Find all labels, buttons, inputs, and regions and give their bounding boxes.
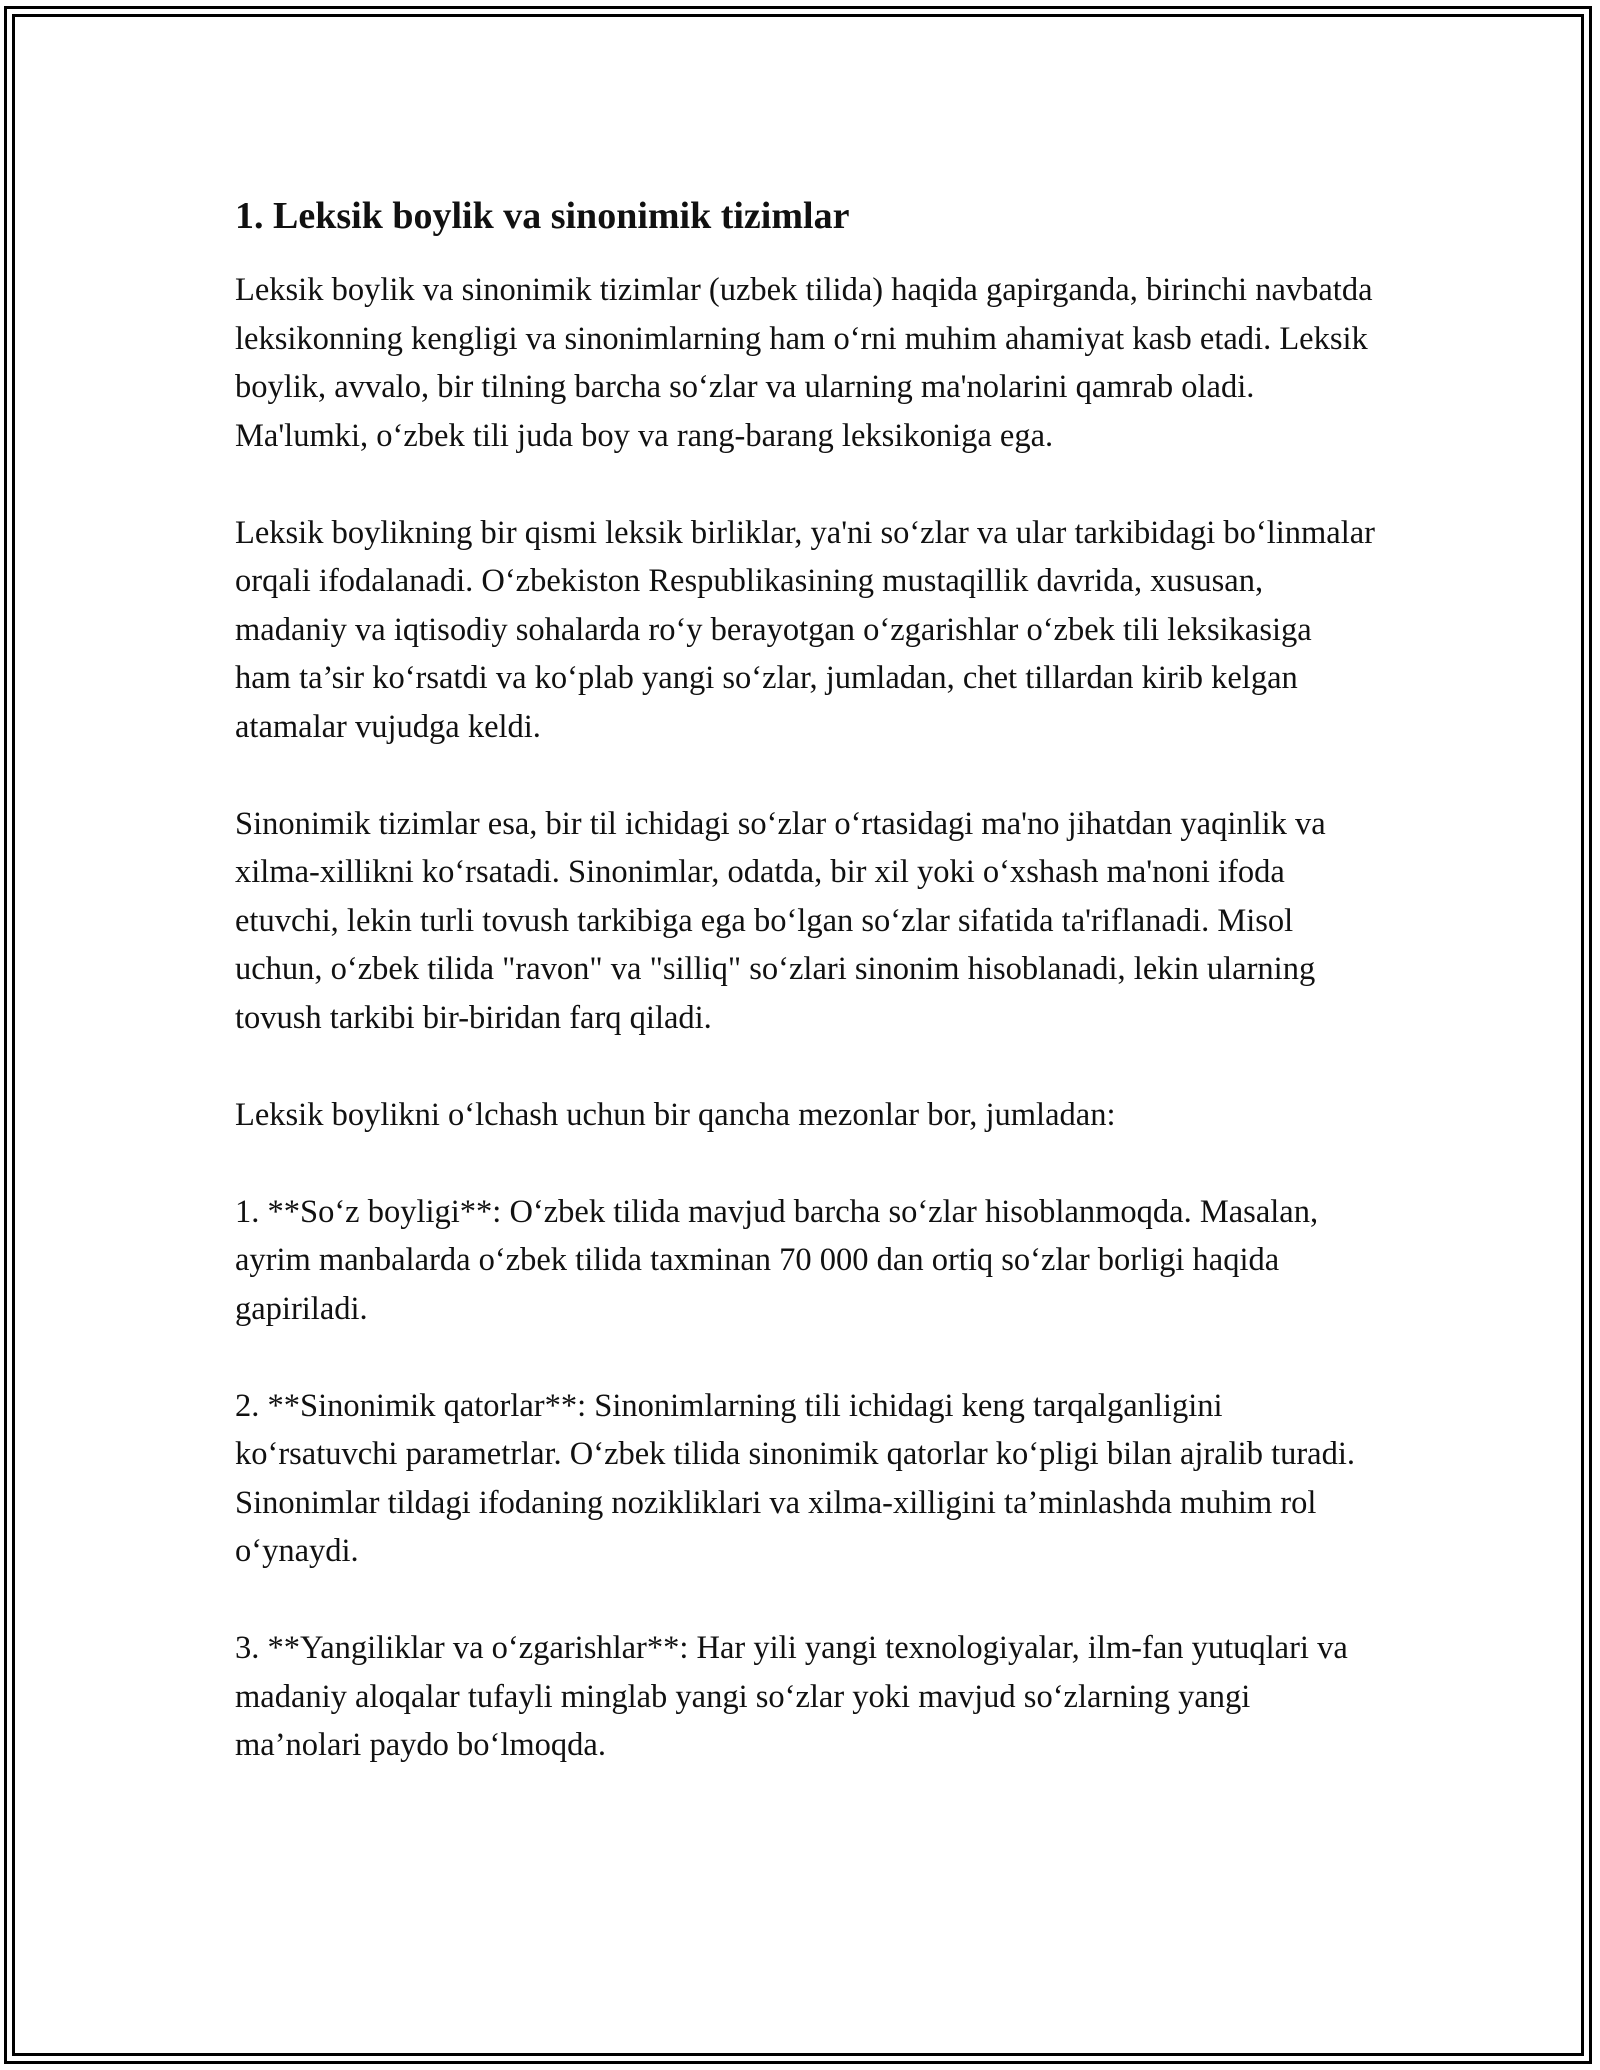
paragraph-lexical-units: Leksik boylikning bir qismi leksik birliklar, ya'ni so‘zlar va ular tarkibidagi bo‘linmalar orqali ifodalanadi. O‘zbekiston Respublikasining mustaqillik davrida, xususan, madaniy va iqtisodiy sohalarda ro‘y berayotgan o‘zgarishlar o‘zbek tili leksikasiga ham ta’sir ko‘rsatdi va ko‘plab yangi so‘zlar, jumladan, chet tillardan kirib kelgan atamalar vujudga keldi. <box>235 514 1375 745</box>
list-item-innovations: 3. **Yangiliklar va o‘zgarishlar**: Har yili yangi texnologiyalar, ilm-fan yutuqlari va madaniy aloqalar tufayli minglab yangi so‘zlar yoki mavjud so‘zlarning yangi ma’nolari paydo bo‘lmoqda. <box>235 1630 1348 1763</box>
paragraph-criteria-intro: Leksik boylikni o‘lchash uchun bir qancha mezonlar bor, jumladan: <box>235 1096 1116 1133</box>
document-body <box>235 190 1375 1818</box>
list-item-word-wealth: 1. **So‘z boyligi**: O‘zbek tilida mavjud barcha so‘zlar hisoblanmoqda. Masalan, ayrim manbalarda o‘zbek tilida taxminan 70 000 dan ortiq so‘zlar borligi haqida gapiriladi. <box>235 1193 1319 1327</box>
paragraph-synonymic-systems: Sinonimik tizimlar esa, bir til ichidagi so‘zlar o‘rtasidagi ma'no jihatdan yaqinlik va xilma-xillikni ko‘rsatadi. Sinonimlar, odatda, bir xil yoki o‘xshash ma'noni ifoda etuvchi, lekin turli tovush tarkibiga ega bo‘lgan so‘zlar sifatida ta'riflanadi. Misol uchun, o‘zbek tilida "ravon" va "silliq" so‘zlari sinonim hisoblanadi, lekin ularning tovush tarkibi bir-biridan farq qiladi. <box>235 805 1326 1036</box>
list-item-synonymic-rows: 2. **Sinonimik qatorlar**: Sinonimlarning tili ichidagi keng tarqalganligini ko‘rsatuvchi parametrlar. O‘zbek tilida sinonimik qatorlar ko‘pligi bilan ajralib turadi. Sinonimlar tildagi ifodaning nozikliklari va xilma-xilligini ta’minlashda muhim rol o‘ynaydi. <box>235 1387 1356 1569</box>
document-title: 1. Leksik boylik va sinonimik tizimlar <box>235 195 850 237</box>
paragraph-intro: Leksik boylik va sinonimik tizimlar (uzbek tilida) haqida gapirganda, birinchi navbatda leksikonning kengligi va sinonimlarning ham o‘rni muhim ahamiyat kasb etadi. Leksik boylik, avvalo, bir tilning barcha so‘zlar va ularning ma'nolarini qamrab oladi. Ma'lumki, o‘zbek tili juda boy va rang-barang leksikoniga ega. <box>235 272 1373 454</box>
